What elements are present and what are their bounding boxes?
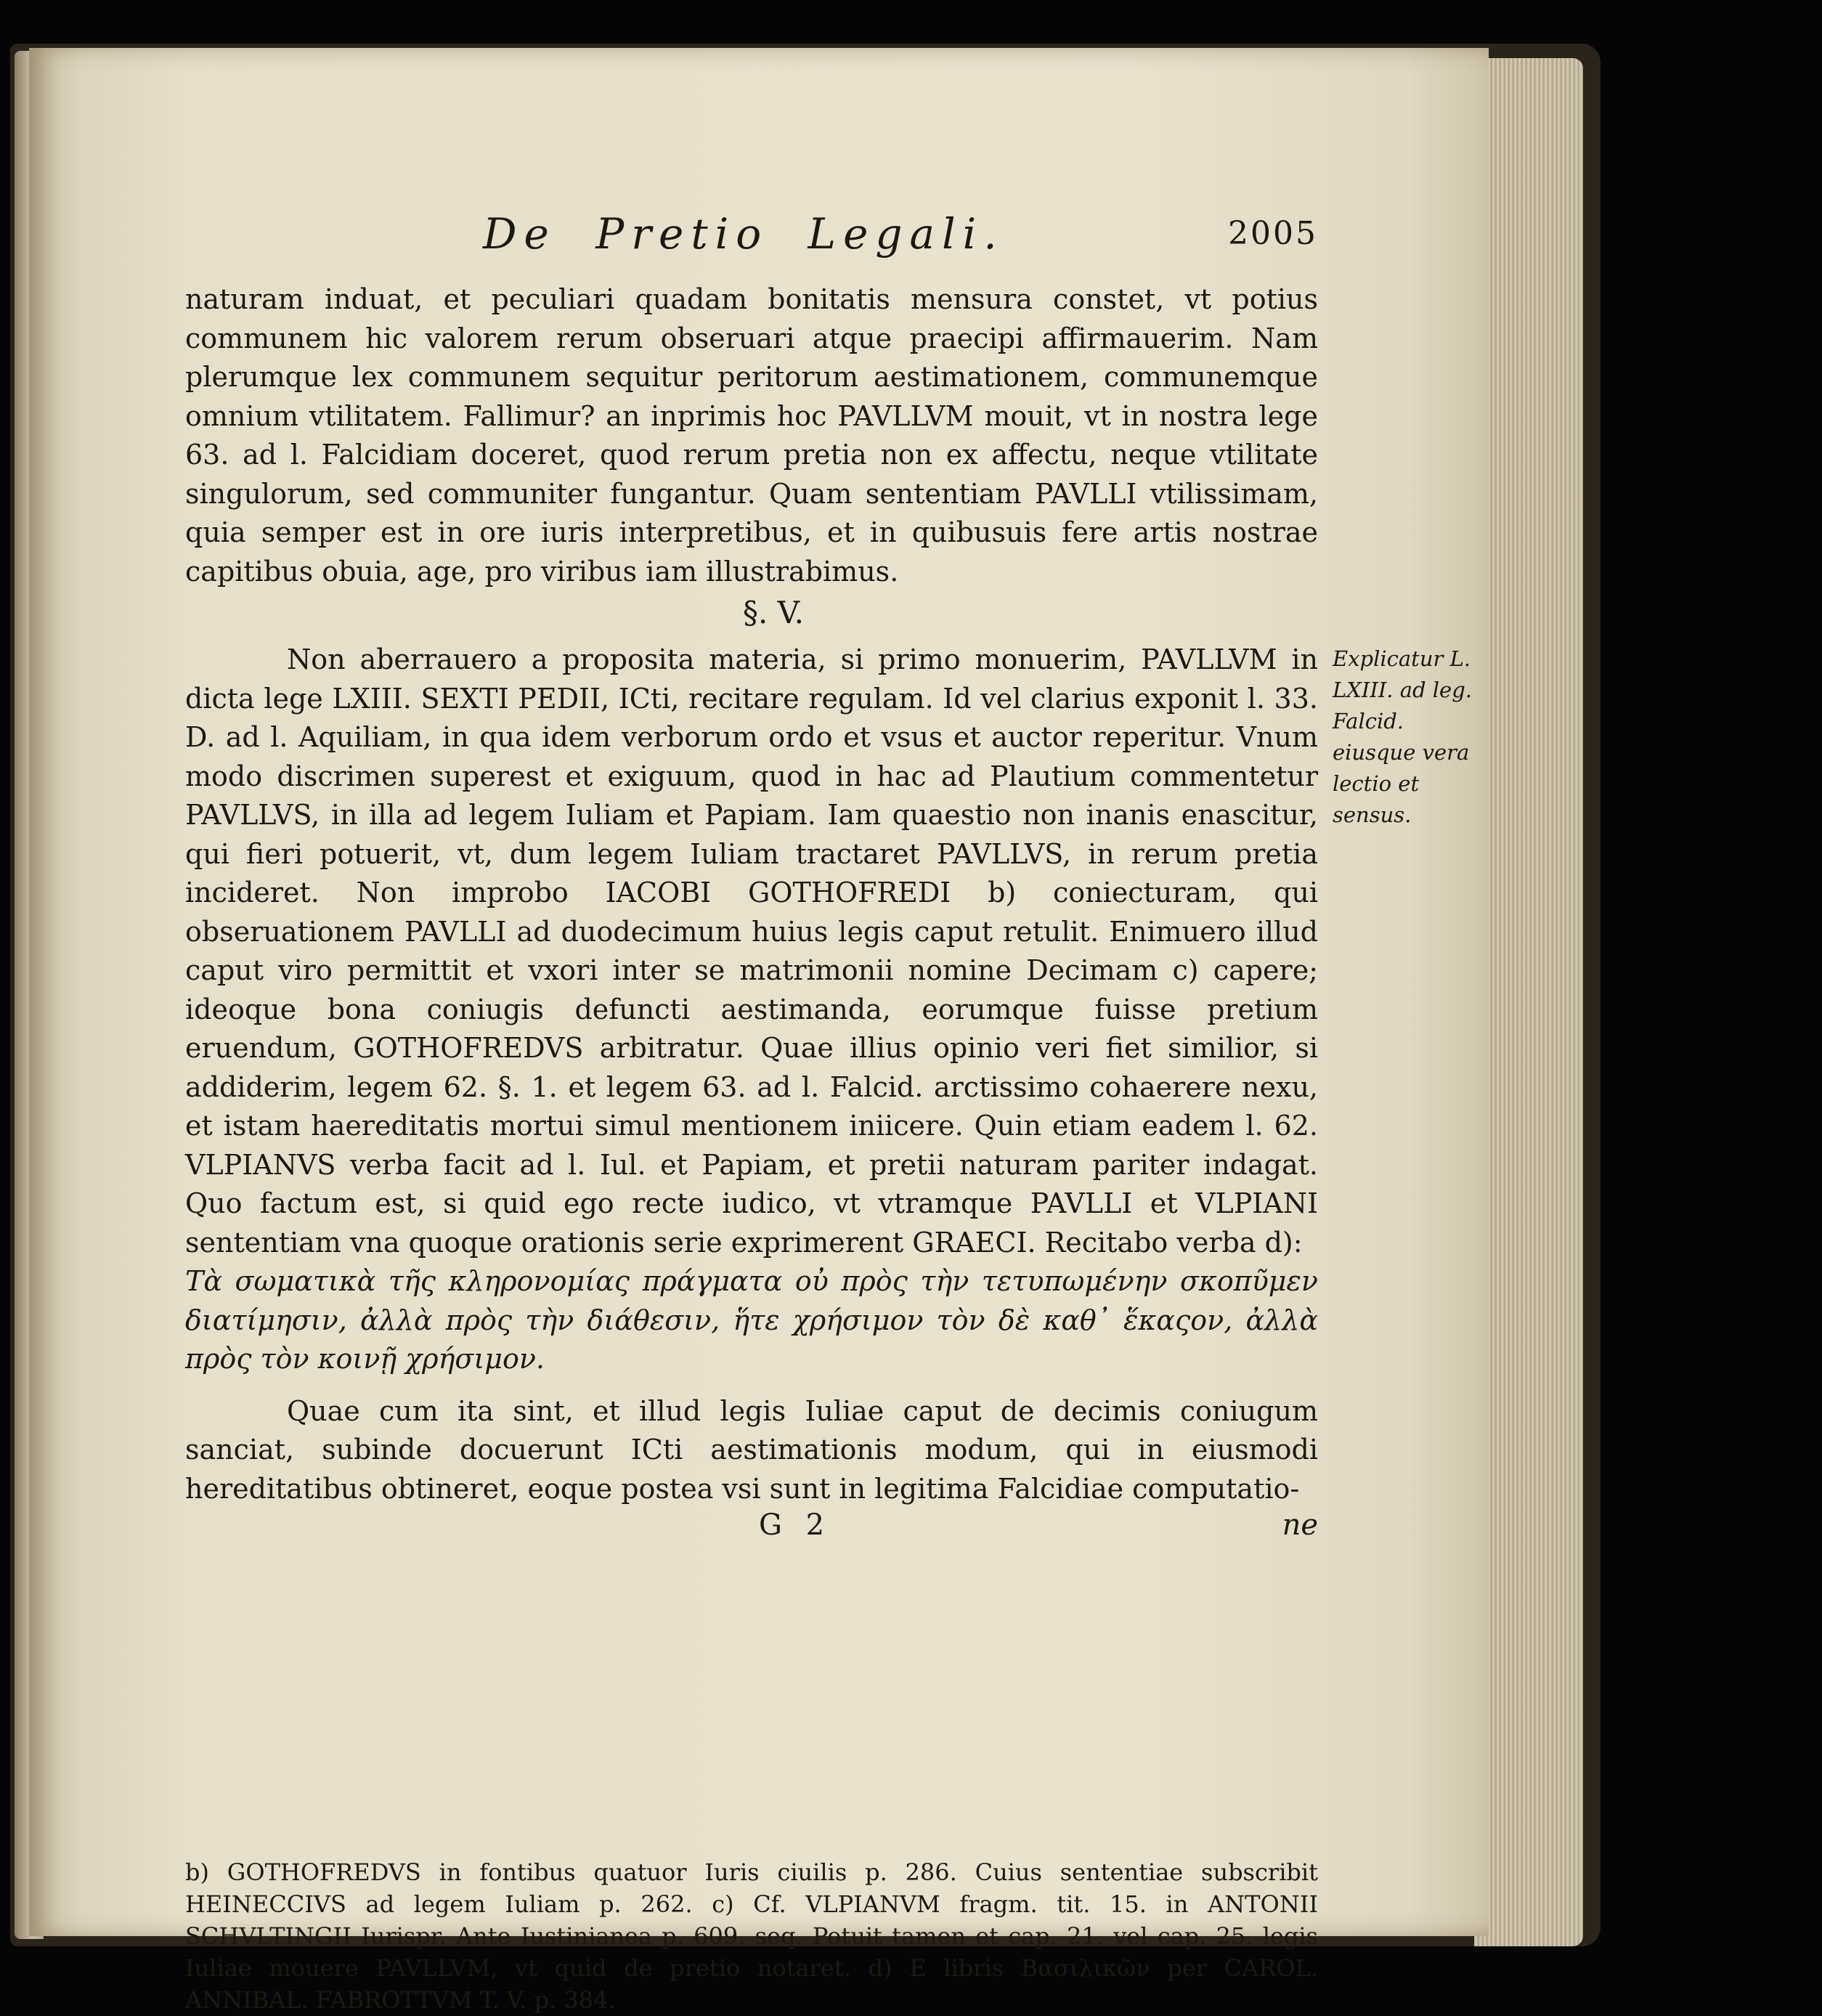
book-page (29, 48, 1489, 2014)
running-title: De Pretio Legali. (483, 209, 1004, 259)
paragraph-3: Quae cum ita sint, et illud legis Iuliae caput de decimis coniugum sanciat, subinde docuerunt ICti aestimationis modum, qui in eiusmodi hereditatibus obtineret, eoque postea vsi sunt in legitima Falcidiae computatio- (185, 1394, 1318, 1505)
page-stack-edge (1474, 58, 1583, 1946)
catchword: ne (1282, 1508, 1318, 1542)
paragraph-1: naturam induat, et peculiari quadam bonitatis mensura constet, vt potius communem hic valorem rerum obseruari atque praecipi affirmauerim. Nam plerumque lex communem sequitur peritorum aestimationem, communemque omnium vtilitatem. Fallimur? an inprimis hoc PAVLLVM mouit, vt in nostra lege 63. ad l. Falcidiam doceret, quod rerum pretia non ex affectu, neque vtilitate singulorum, sed communiter fungantur. Quam sententiam PAVLLI vtilissimam, quia semper est in ore iuris interpretibus, et in quibusuis fere artis nostrae capitibus obuia, age, pro viribus iam illustrabimus. (185, 283, 1318, 588)
signature-mark: G 2 (759, 1508, 832, 1542)
paragraph-2: Non aberrauero a proposita materia, si primo monuerim, PAVLLVM in dicta lege LXIII. SEXTI PEDII, ICti, recitare regulam. Id vel clarius exponit l. 33. D. ad l. Aquiliam, in qua idem verborum ordo et vsus et auctor reperitur. Vnum modo discrimen superest et exiguum, quod in hac ad Plautium commentetur PAVLLVS, in illa ad legem Iuliam et Papiam. Iam quaestio non inanis enascitur, qui fieri potuerit, vt, dum legem Iuliam tractaret PAVLLVS, in rerum pretia incideret. Non improbo IACOBI GOTHOFREDI b) coniecturam, qui obseruationem PAVLLI ad duodecimum huius legis caput retulit. Enimuero illud caput viro permittit et vxori inter se matrimonii nomine Decimam c) capere; ideoque bona coniugis defuncti aestimanda, eorumque fuisse pretium eruendum, GOTHOFREDVS arbitratur. Quae illius opinio veri fiet similior, si addiderim, legem 62. §. 1. et legem 63. ad l. Falcid. arctissimo cohaerere nexu, et istam haereditatis mortui simul mentionem iniicere. Quin etiam eadem l. 62. VLPIANVS verba facit ad l. Iul. et Papiam, et pretii naturam pariter indagat. Quo factum est, si quid ego recte iudico, vt vtramque PAVLLI et VLPIANI sententiam vna quoque orationis serie exprimerent GRAECI. Recitabo verba d): (185, 643, 1318, 1259)
main-text-block (185, 193, 1318, 1550)
footnote-text: b) GOTHOFREDVS in fontibus quatuor Iuris ciuilis p. 286. Cuius sententiae subscribit HEINECCIVS ad legem Iuliam p. 262. c) Cf. VLPIANVM fragm. tit. 15. in ANTONII SCHVLTINGII Iurispr. Ante Iustinianea p. 609. seq. Potuit tamen et cap. 21. vel cap. 25. legis Iuliae mouere PAVLLVM, vt quid de pretio notaret. d) E libris Βασιλικῶν per CAROL. ANNIBAL. FABROTTVM T. V. p. 384. (185, 1858, 1318, 2014)
margin-note: Explicatur L. LXIII. ad leg. Falcid. eiusque vera lectio et sensus. (1333, 646, 1472, 827)
greek-quotation: Τὰ σωματικὰ τῆς κληρονομίας πράγματα οὐ πρὸς τὴν τετυπωμένην σκοπῦμεν διατίμησιν, ἀλλὰ πρὸς τὴν διάθεσιν, ἥτε χρήσιμον τὸν δὲ καθ᾽ ἕκαςον, ἀλλὰ πρὸς τὸν κοινῇ χρήσιμον. (185, 1265, 1318, 1375)
signature-line (185, 1508, 1318, 1550)
page-number: 2005 (1228, 215, 1318, 252)
section-heading: §. V. (742, 595, 805, 630)
page-header (185, 193, 1318, 280)
